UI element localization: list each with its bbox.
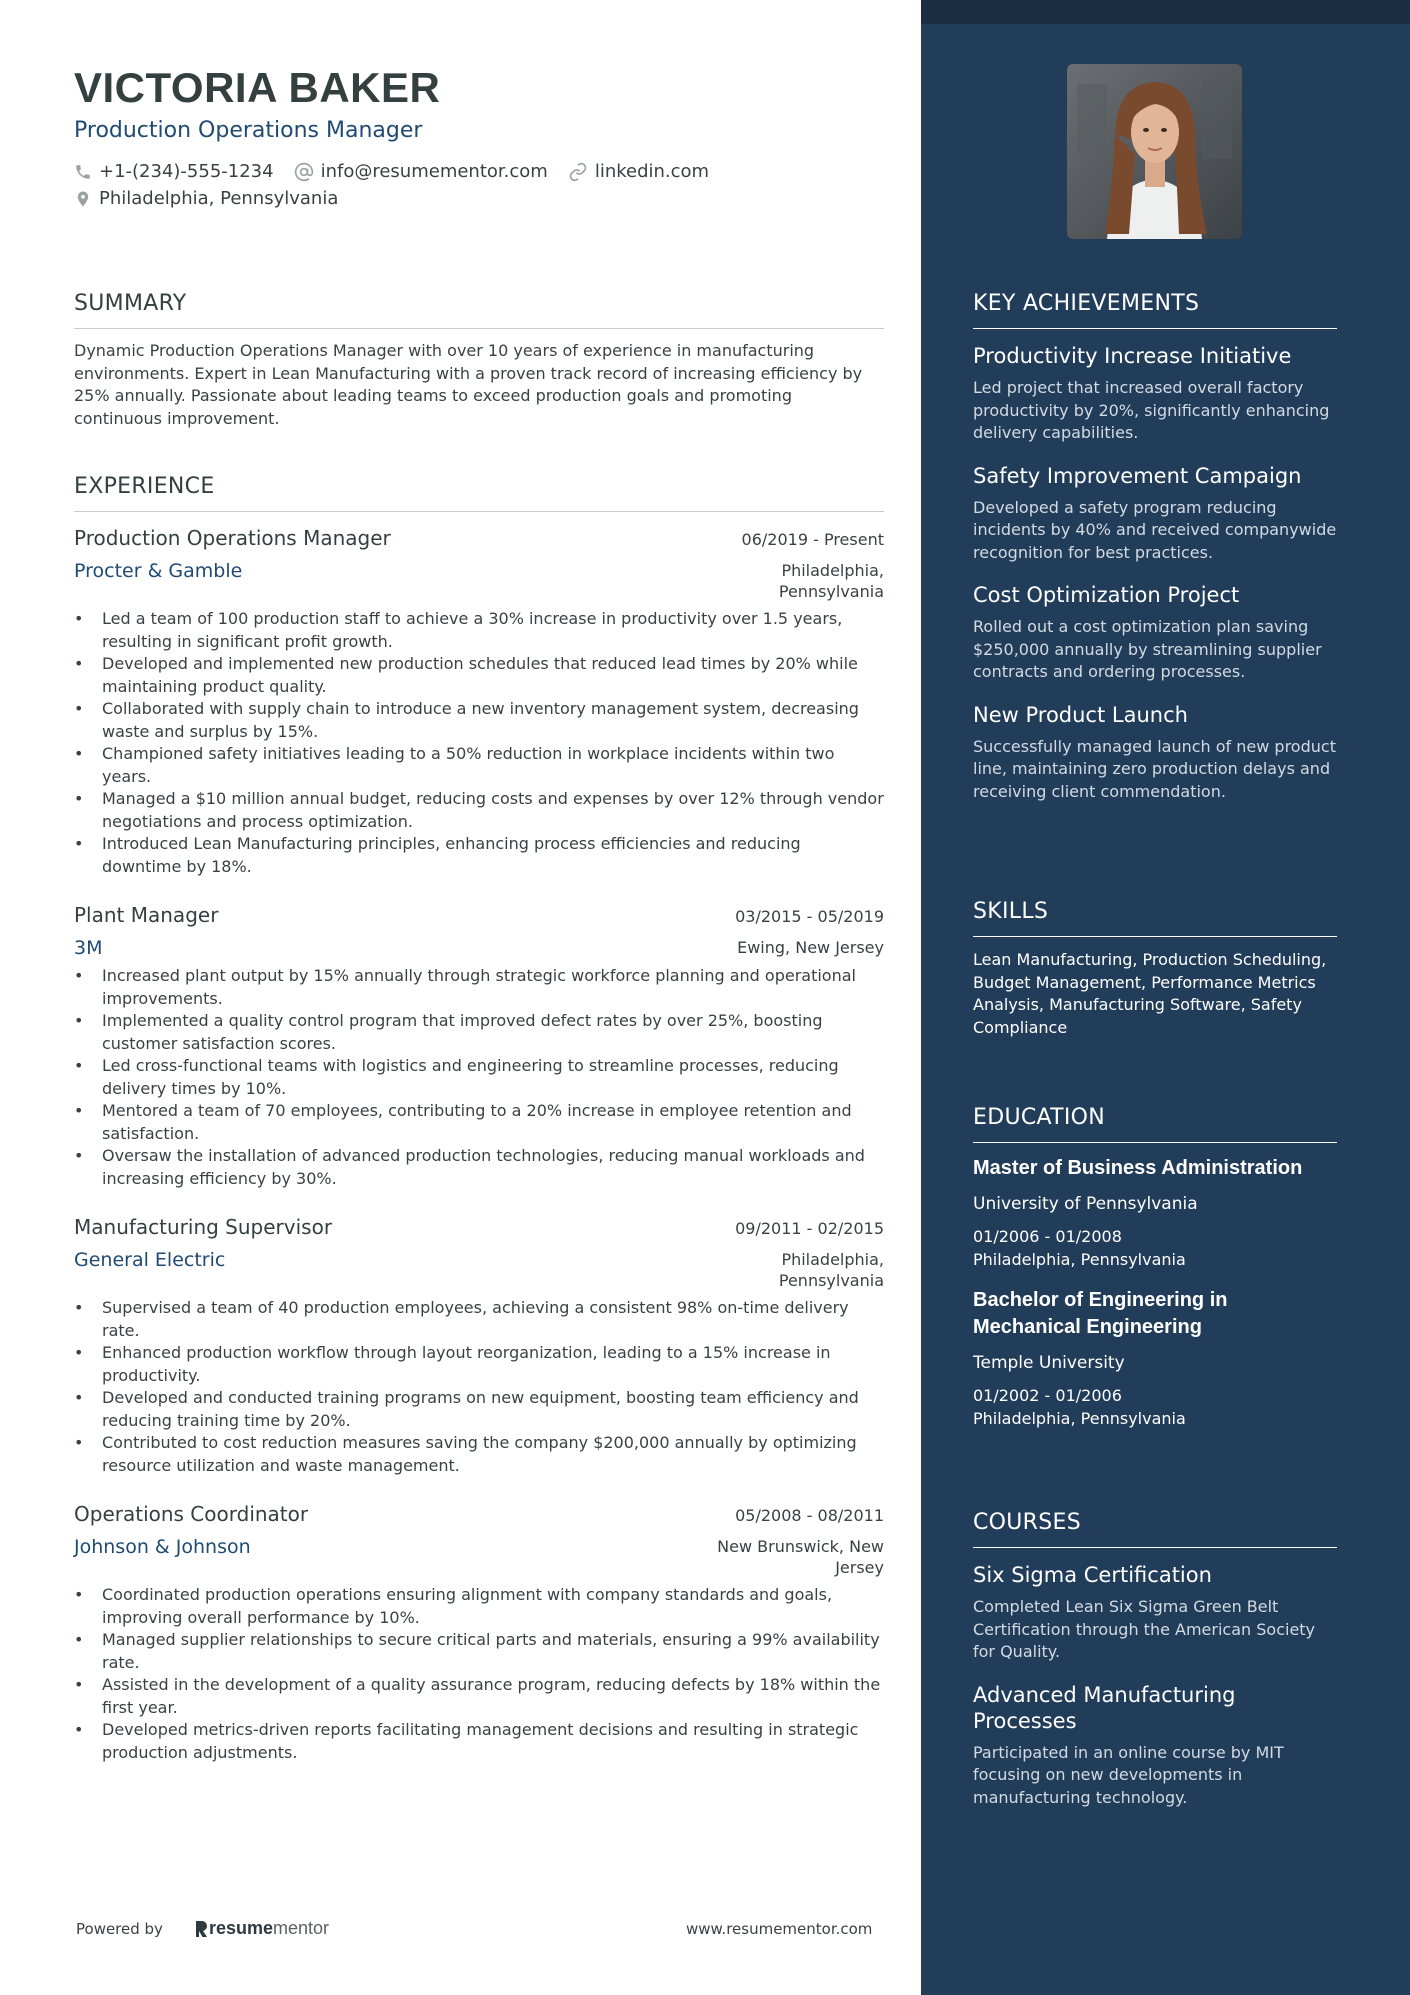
contact-linkedin[interactable] (568, 161, 709, 182)
education-section (973, 1105, 1337, 1430)
candidate-title: Production Operations Manager (74, 118, 423, 143)
job-bullets (74, 608, 884, 878)
job-title: Production Operations Manager (74, 526, 391, 550)
job-entry (74, 1502, 884, 1764)
bullet-item: • Developed metrics-driven reports facilitating management decisions and resulting in strategic production adjustments. (74, 1719, 884, 1764)
job-title: Operations Coordinator (74, 1502, 309, 1526)
bullet-item: • Assisted in the development of a quality assurance program, reducing defects by 18% within the first year. (74, 1674, 884, 1719)
experience-heading: EXPERIENCE (74, 474, 884, 512)
contact-row-2 (74, 188, 358, 209)
skills-text: Lean Manufacturing, Production Scheduling, Budget Management, Performance Metrics Analysis, Manufacturing Software, Safety Compliance (973, 950, 1327, 1037)
contact-email[interactable] (294, 161, 548, 182)
bullet-item: • Implemented a quality control program that improved defect rates by over 25%, boosting customer satisfaction scores. (74, 1010, 884, 1055)
resumementor-logo[interactable] (193, 1918, 329, 1939)
candidate-name: VICTORIA BAKER (74, 64, 441, 111)
summary-section (74, 291, 884, 430)
bullet-item: • Mentored a team of 70 employees, contributing to a 20% increase in employee retention and satisfaction. (74, 1100, 884, 1145)
course-desc: Completed Lean Six Sigma Green Belt Certification through the American Society for Quality. (973, 1597, 1316, 1661)
contact-row (74, 161, 729, 182)
company-name: Johnson & Johnson (74, 1536, 251, 1558)
link-icon (568, 162, 588, 182)
job-location: Ewing, New Jersey (737, 938, 884, 957)
bullet-item: • Led cross-functional teams with logistics and engineering to streamline processes, reducing delivery times by 10%. (74, 1055, 884, 1100)
bullet-item: • Collaborated with supply chain to introduce a new inventory management system, decreasing waste and surplus by 15%. (74, 698, 884, 743)
job-entry (74, 1215, 884, 1477)
achievement-title: Cost Optimization Project (973, 583, 1240, 607)
at-icon (294, 162, 314, 182)
job-title: Plant Manager (74, 903, 219, 927)
achievements-heading: KEY ACHIEVEMENTS (973, 291, 1337, 329)
location-text: Philadelphia, Pennsylvania (99, 188, 339, 209)
degree-title: Bachelor of Engineering in Mechanical Engineering (973, 1289, 1228, 1338)
bullet-item: • Increased plant output by 15% annually through strategic workforce planning and operational improvements. (74, 965, 884, 1010)
job-dates: 05/2008 - 08/2011 (735, 1506, 884, 1525)
job-dates: 06/2019 - Present (741, 530, 884, 549)
course-title: Six Sigma Certification (973, 1563, 1212, 1587)
phone-icon (74, 163, 92, 181)
experience-section (74, 474, 884, 512)
linkedin-text: linkedin.com (594, 161, 710, 182)
courses-section (973, 1510, 1337, 1809)
job-dates: 03/2015 - 05/2019 (735, 907, 884, 926)
bullet-item: • Contributed to cost reduction measures saving the company $200,000 annually by optimizing resource utilization and waste management. (74, 1432, 884, 1477)
summary-text: Dynamic Production Operations Manager with over 10 years of experience in manufacturing environments. Expert in Lean Manufacturing with a proven track record of increasing efficiency by 25% annually. Passionate about leading teams to exceed production goals and promoting continuous improvement. (74, 341, 863, 428)
course-title: Advanced Manufacturing Processes (973, 1682, 1236, 1733)
achievement-desc: Successfully managed launch of new product line, maintaining zero production delays and receiving client commendation. (973, 736, 1336, 801)
edu-location: Philadelphia, Pennsylvania (973, 1408, 1186, 1428)
achievement-desc: Led project that increased overall factory productivity by 20%, significantly enhancing delivery capabilities. (973, 378, 1330, 442)
logo-mark-icon (193, 1919, 209, 1939)
bullet-item: • Championed safety initiatives leading to a 50% reduction in workplace incidents within two years. (74, 743, 884, 788)
degree-title: Master of Business Administration (973, 1157, 1303, 1179)
achievement-title: New Product Launch (973, 702, 1188, 727)
logo-light-text: mentor (273, 1918, 330, 1938)
location-pin-icon (74, 189, 92, 209)
job-bullets (74, 965, 884, 1190)
phone-text: +1-(234)-555-1234 (99, 161, 274, 182)
bullet-item: • Enhanced production workflow through layout reorganization, leading to a 15% increase in productivity. (74, 1342, 884, 1387)
school-name: University of Pennsylvania (973, 1194, 1198, 1214)
job-location: New Brunswick, New Jersey (717, 1537, 884, 1577)
company-name: 3M (74, 937, 103, 959)
courses-heading: COURSES (973, 1510, 1337, 1548)
bullet-item: • Coordinated production operations ensuring alignment with company standards and goals, improving overall performance by 10%. (74, 1584, 884, 1629)
course-desc: Participated in an online course by MIT focusing on new developments in manufacturing technology. (973, 1742, 1284, 1807)
bullet-item: • Managed a $10 million annual budget, reducing costs and expenses by over 12% through vendor negotiations and process optimization. (74, 788, 884, 833)
company-name: Procter & Gamble (74, 560, 243, 582)
sidebar (921, 0, 1410, 1995)
powered-by-label: Powered by (76, 1919, 163, 1938)
bullet-item: • Led a team of 100 production staff to achieve a 30% increase in productivity over 1.5 years, resulting in significant profit growth. (74, 608, 884, 653)
job-entry (74, 526, 884, 878)
portrait-image (1067, 64, 1242, 239)
job-bullets (74, 1584, 884, 1764)
logo-bold-text: resume (208, 1918, 273, 1938)
profile-photo (1067, 64, 1242, 239)
bullet-item: • Oversaw the installation of advanced production technologies, reducing manual workloads and increasing efficiency by 30%. (74, 1145, 884, 1190)
bullet-item: • Supervised a team of 40 production employees, achieving a consistent 98% on-time delivery rate. (74, 1297, 884, 1342)
skills-section (973, 899, 1337, 1039)
school-name: Temple University (973, 1353, 1125, 1373)
sidebar-top-band (921, 0, 1410, 24)
edu-dates: 01/2006 - 01/2008 (973, 1227, 1122, 1246)
job-title: Manufacturing Supervisor (74, 1215, 333, 1239)
contact-location (74, 188, 338, 209)
contact-phone[interactable] (74, 161, 274, 182)
achievement-title: Productivity Increase Initiative (973, 344, 1292, 368)
achievement-desc: Developed a safety program reducing incidents by 40% and received companywide recognition for best practices. (973, 497, 1337, 562)
education-heading: EDUCATION (973, 1105, 1337, 1143)
bullet-item: • Developed and conducted training programs on new equipment, boosting team efficiency and reducing training time by 20%. (74, 1387, 884, 1432)
job-location: Philadelphia, Pennsylvania (778, 1250, 884, 1290)
achievements-section (973, 291, 1337, 803)
email-text: info@resumementor.com (320, 161, 548, 182)
achievement-desc: Rolled out a cost optimization plan saving $250,000 annually by streamlining supplier contracts and ordering processes. (973, 617, 1322, 681)
summary-heading: SUMMARY (74, 291, 884, 329)
achievement-title: Safety Improvement Campaign (973, 463, 1302, 488)
edu-dates: 01/2002 - 01/2006 (973, 1386, 1122, 1405)
company-name: General Electric (74, 1249, 226, 1271)
job-bullets (74, 1297, 884, 1477)
job-entry (74, 903, 884, 1190)
edu-location: Philadelphia, Pennsylvania (973, 1249, 1186, 1269)
bullet-item: • Introduced Lean Manufacturing principles, enhancing process efficiencies and reducing downtime by 18%. (74, 833, 884, 878)
job-dates: 09/2011 - 02/2015 (735, 1219, 884, 1238)
footer-url[interactable]: www.resumementor.com (686, 1920, 873, 1938)
job-location: Philadelphia, Pennsylvania (778, 561, 884, 601)
bullet-item: • Managed supplier relationships to secure critical parts and materials, ensuring a 99% availability rate. (74, 1629, 884, 1674)
footer-powered (76, 1918, 329, 1939)
skills-heading: SKILLS (973, 899, 1337, 937)
bullet-item: • Developed and implemented new production schedules that reduced lead times by 20% while maintaining product quality. (74, 653, 884, 698)
